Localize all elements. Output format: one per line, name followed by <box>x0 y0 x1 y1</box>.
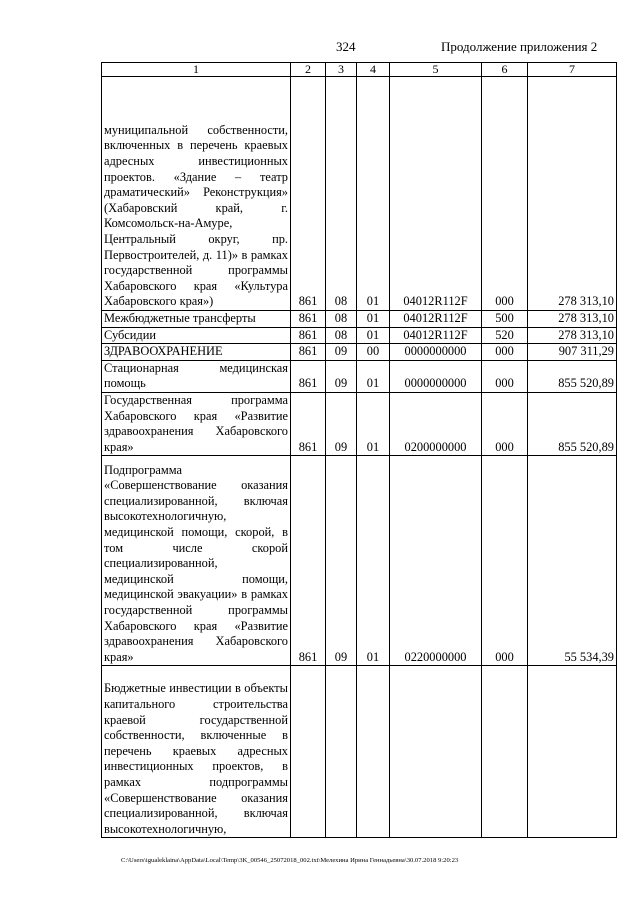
row-c7: 907 311,29 <box>528 344 617 361</box>
row-name: Государственная программа Хабаровского края «Развитие здравоохранения Хабаровского края» <box>102 392 291 455</box>
row-c7: 855 520,89 <box>528 392 617 455</box>
row-name: муниципальной собственности, включенных в перечень краевых адресных инвестиционных проектов. «Здание – театр драматический» Реконструкция» (Хабаровский край, г. Комсомольск-на-Амуре, Центральный округ, пр. Первостроителей, д. 11)» в рамках государственной программы Хабаровского края «Культура Хабаровского края») <box>102 77 291 311</box>
table-row <box>102 311 617 328</box>
row-c3: 09 <box>326 392 357 455</box>
table-row <box>102 392 617 455</box>
row-c6: 000 <box>482 456 528 666</box>
column-header: 2 <box>291 63 326 77</box>
row-c5: 0000000000 <box>390 344 482 361</box>
row-c4: 01 <box>357 360 390 392</box>
row-c2: 861 <box>291 77 326 311</box>
row-c5: 04012R112F <box>390 327 482 344</box>
row-c5: 0200000000 <box>390 392 482 455</box>
table-row <box>102 666 617 838</box>
row-c7: 278 313,10 <box>528 327 617 344</box>
row-c7 <box>528 666 617 838</box>
row-c5: 0220000000 <box>390 456 482 666</box>
row-c4: 00 <box>357 344 390 361</box>
column-header: 6 <box>482 63 528 77</box>
row-c2: 861 <box>291 360 326 392</box>
row-c6: 520 <box>482 327 528 344</box>
row-c2: 861 <box>291 392 326 455</box>
row-c7: 278 313,10 <box>528 77 617 311</box>
table-row <box>102 360 617 392</box>
row-c6: 000 <box>482 360 528 392</box>
file-path-footer: C:\Users\igualeklaina\AppData\Local\Temp\3K_00546_25072018_002.txt\Мелехина Ирина Геннадьевна\30.07.2018 9:20:23 <box>121 857 459 864</box>
table-header-row <box>102 63 617 77</box>
row-c3: 08 <box>326 77 357 311</box>
table-row <box>102 344 617 361</box>
row-c4: 01 <box>357 311 390 328</box>
row-c6: 500 <box>482 311 528 328</box>
column-header: 5 <box>390 63 482 77</box>
row-c2 <box>291 666 326 838</box>
row-c7: 855 520,89 <box>528 360 617 392</box>
row-c3: 09 <box>326 360 357 392</box>
row-c2: 861 <box>291 327 326 344</box>
continuation-label: Продолжение приложения 2 <box>441 39 598 54</box>
row-c3: 08 <box>326 311 357 328</box>
row-c2: 861 <box>291 311 326 328</box>
row-c6 <box>482 666 528 838</box>
row-c2: 861 <box>291 344 326 361</box>
budget-table <box>101 62 617 838</box>
column-header: 7 <box>528 63 617 77</box>
column-header: 3 <box>326 63 357 77</box>
row-c3 <box>326 666 357 838</box>
column-header: 4 <box>357 63 390 77</box>
row-c3: 09 <box>326 456 357 666</box>
row-c4: 01 <box>357 392 390 455</box>
row-c4: 01 <box>357 327 390 344</box>
row-c3: 09 <box>326 344 357 361</box>
row-c6: 000 <box>482 344 528 361</box>
row-c2: 861 <box>291 456 326 666</box>
row-c4: 01 <box>357 456 390 666</box>
row-name: Межбюджетные трансферты <box>102 311 291 328</box>
row-c3: 08 <box>326 327 357 344</box>
table-row <box>102 327 617 344</box>
row-name: Стационарная медицинская помощь <box>102 360 291 392</box>
column-header: 1 <box>102 63 291 77</box>
row-c7: 55 534,39 <box>528 456 617 666</box>
table-row <box>102 456 617 666</box>
row-c4 <box>357 666 390 838</box>
row-c5: 04012R112F <box>390 311 482 328</box>
row-c4: 01 <box>357 77 390 311</box>
row-c5: 0000000000 <box>390 360 482 392</box>
row-name: Подпрограмма «Совершенствование оказания специализированной, включая высокотехнологичную, медицинской помощи, скорой, в том числе скорой специализированной, медицинской помощи, медицинской эвакуации» в рамках государственной программы Хабаровского края «Развитие здравоохранения Хабаровского края» <box>102 456 291 666</box>
row-c6: 000 <box>482 392 528 455</box>
row-name: ЗДРАВООХРАНЕНИЕ <box>102 344 291 361</box>
page-number: 324 <box>336 39 356 54</box>
row-name: Бюджетные инвестиции в объекты капитального строительства краевой государственной собственности, включенные в перечень краевых адресных инвестиционных проектов, в рамках подпрограммы «Совершенствование оказания специализированной, включая высокотехнологичную, <box>102 666 291 838</box>
row-name: Субсидии <box>102 327 291 344</box>
row-c7: 278 313,10 <box>528 311 617 328</box>
row-c5 <box>390 666 482 838</box>
row-c5: 04012R112F <box>390 77 482 311</box>
row-c6: 000 <box>482 77 528 311</box>
table-row <box>102 77 617 311</box>
